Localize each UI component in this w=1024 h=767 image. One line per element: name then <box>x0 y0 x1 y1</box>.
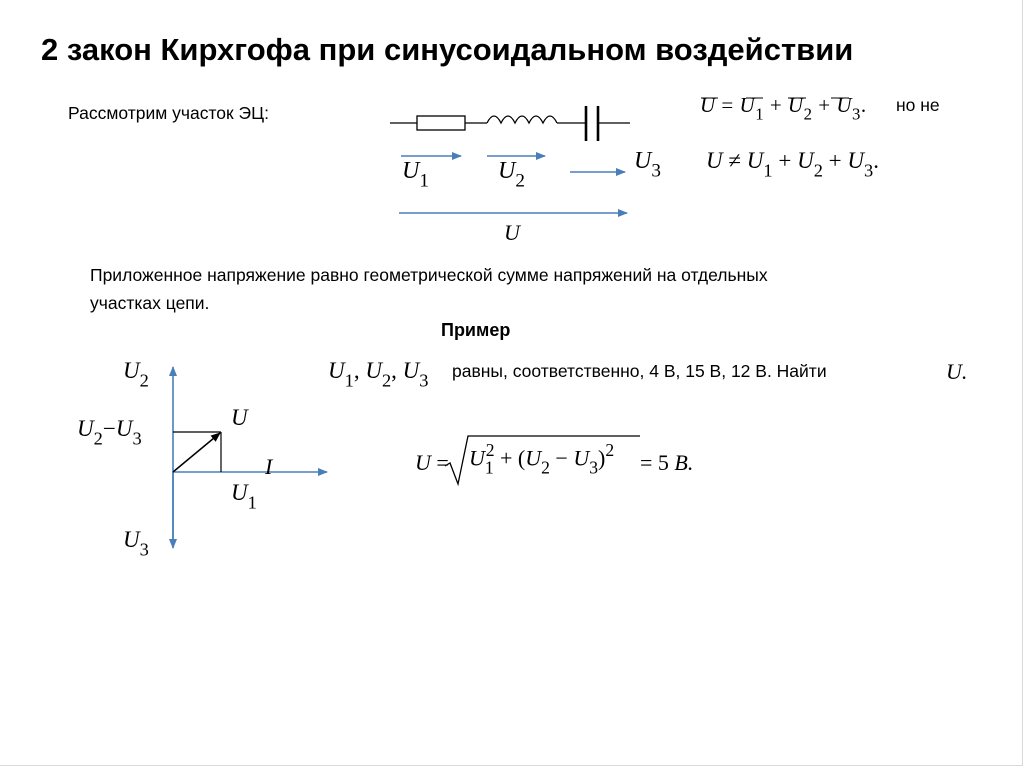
solution-lhs: U = <box>415 450 449 475</box>
inductor-symbol <box>487 116 557 123</box>
phasor-construction <box>173 432 221 472</box>
phasor-axes <box>173 367 327 548</box>
law-statement-line1: Приложенное напряжение равно геометрической сумме напряжений на отдельных <box>90 265 768 285</box>
label-u3: $U_3$ <box>634 148 661 182</box>
example-heading: Пример <box>441 320 511 340</box>
law-statement <box>90 261 990 317</box>
slide-title: 2 закон Кирхгофа при синусоидальном воздействии <box>41 32 854 67</box>
text-but-not: но не <box>896 95 940 115</box>
resistor-symbol <box>417 116 465 130</box>
phasor-label-i: I <box>265 454 273 479</box>
label-u-total: U <box>504 220 520 245</box>
label-u2: $U_2$ <box>498 158 525 192</box>
phasor-label-u1: $U_1$ <box>231 480 257 513</box>
example-given-text: равны, соответственно, 4 В, 15 В, 12 В. Найти <box>452 361 827 381</box>
example-given-vars: $U_1$, $U_2$, $U_3$ <box>328 358 429 391</box>
phasor-label-u2: $U_2$ <box>123 358 149 391</box>
phasor-label-u: U <box>231 405 248 430</box>
solution-radicand: $U_1^2 + (U_2 - U_3)^2$ <box>469 440 615 478</box>
phasor-label-u2-minus-u3: $U_2-U_3$ <box>77 416 142 449</box>
phasor-label-u3: $U_3$ <box>123 527 149 560</box>
solution-result: = 5 B. <box>640 450 694 475</box>
law-statement-line2: участках цепи. <box>90 293 210 313</box>
label-u1: $U_1$ <box>402 158 429 192</box>
example-find-var: U. <box>946 359 968 384</box>
circuit-intro: Рассмотрим участок ЭЦ: <box>68 103 269 123</box>
circuit-diagram <box>390 106 630 141</box>
equation-scalar-not-equal: $U \ne U_1 + U_2 + U_3$. <box>706 148 879 181</box>
phasor-u-resultant <box>173 433 220 472</box>
equation-vector-sum: $U = U_1 + U_2 + U_3$. <box>700 93 867 124</box>
